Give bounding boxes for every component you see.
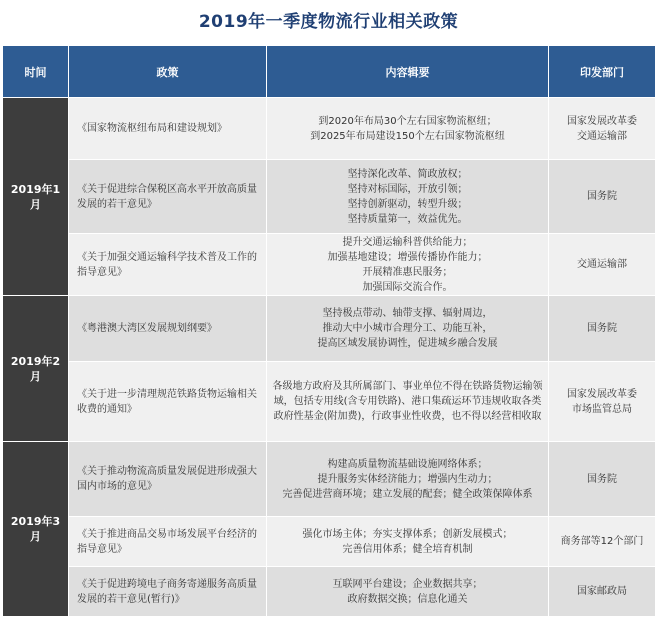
table-row: [3, 98, 656, 160]
policy-cell: 《粤港澳大湾区发展规划纲要》: [69, 296, 267, 362]
table-row: [3, 296, 656, 362]
header-issuer: 印发部门: [549, 46, 656, 98]
policy-cell: 《关于促进综合保税区高水平开放高质量发展的若干意见》: [69, 160, 267, 234]
content-cell: 到2020年布局30个左右国家物流枢纽； 到2025年布局建设150个左右国家物流枢纽: [267, 98, 549, 160]
content-cell: 提升交通运输科普供给能力； 加强基地建设；增强传播协作能力； 开展精准惠民服务； 加强国际交流合作。: [267, 234, 549, 296]
table-row: [3, 160, 656, 234]
content-cell: 各级地方政府及其所属部门、事业单位不得在铁路货物运输领域，包括专用线(含专用铁路)、港口集疏运环节违规收取各类政府性基金(附加费)，行政事业性收费，也不得以经营相收取: [267, 362, 549, 442]
issuer-cell: 国家发展改革委 市场监管总局: [549, 362, 656, 442]
page-title: 2019年一季度物流行业相关政策: [198, 11, 459, 32]
table-header-row: [3, 46, 656, 98]
header-time: 时间: [3, 46, 69, 98]
content-cell: 构建高质量物流基础设施网络体系； 提升服务实体经济能力；增强内生动力； 完善促进营商环境；建立发展的配套；健全政策保障体系: [267, 442, 549, 517]
policy-cell: 《国家物流枢纽布局和建设规划》: [69, 98, 267, 160]
content-cell: 坚持深化改革、简政放权； 坚持对标国际，开放引领； 坚持创新驱动，转型升级； 坚持质量第一，效益优先。: [267, 160, 549, 234]
policy-table: [2, 45, 656, 617]
policy-cell: 《关于加强交通运输科学技术普及工作的指导意见》: [69, 234, 267, 296]
table-row: [3, 517, 656, 567]
issuer-cell: 交通运输部: [549, 234, 656, 296]
month-cell-feb: 2019年2月: [3, 296, 69, 442]
issuer-cell: 国家发展改革委 交通运输部: [549, 98, 656, 160]
issuer-cell: 国家邮政局: [549, 567, 656, 617]
header-content: 内容辑要: [267, 46, 549, 98]
issuer-cell: 国务院: [549, 160, 656, 234]
issuer-cell: 商务部等12个部门: [549, 517, 656, 567]
content-cell: 坚持极点带动、轴带支撑、辐射周边， 推动大中小城市合理分工、功能互补， 提高区域发展协调性，促进城乡融合发展: [267, 296, 549, 362]
issuer-cell: 国务院: [549, 442, 656, 517]
content-cell: 互联网平台建设；企业数据共享； 政府数据交换；信息化通关: [267, 567, 549, 617]
content-cell: 强化市场主体；夯实支撑体系；创新发展模式； 完善信用体系；健全培育机制: [267, 517, 549, 567]
policy-cell: 《关于推动物流高质量发展促进形成强大国内市场的意见》: [69, 442, 267, 517]
month-cell-mar: 2019年3月: [3, 442, 69, 617]
month-cell-jan: 2019年1月: [3, 98, 69, 296]
policy-cell: 《关于进一步清理规范铁路货物运输相关收费的通知》: [69, 362, 267, 442]
header-policy: 政策: [69, 46, 267, 98]
table-row: [3, 234, 656, 296]
issuer-cell: 国务院: [549, 296, 656, 362]
table-row: [3, 362, 656, 442]
table-row: [3, 567, 656, 617]
policy-cell: 《关于推进商品交易市场发展平台经济的指导意见》: [69, 517, 267, 567]
policy-cell: 《关于促进跨境电子商务寄递服务高质量发展的若干意见(暂行)》: [69, 567, 267, 617]
table-row: [3, 442, 656, 517]
